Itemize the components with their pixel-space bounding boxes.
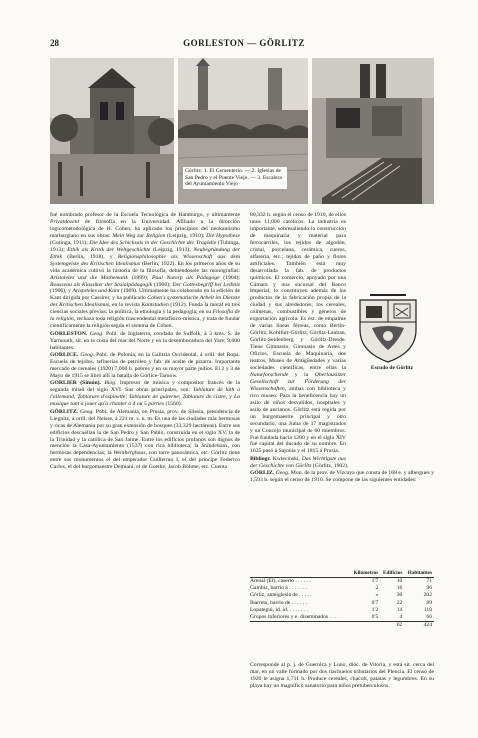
table-cell: 89 — [426, 599, 432, 606]
paragraph — [50, 352, 240, 380]
text-run: (1560). — [164, 401, 183, 408]
text-run: Cohen's systematische Arbeit im Dienste des Kritischen Idealismus — [50, 295, 240, 309]
cemetery-photo — [50, 58, 174, 204]
paragraph — [50, 380, 240, 408]
col-header: Edificios — [380, 570, 404, 578]
col-header: Habitantes — [404, 570, 434, 578]
town-hall-stairs-photo — [312, 58, 434, 204]
table-cell: 424 — [404, 622, 434, 630]
text-run: Die Hypothese — [206, 232, 241, 239]
text-run: Mein Weg zur Religion — [112, 232, 166, 239]
text-run: (Leipzig, 1910); — [165, 232, 207, 239]
text-run: (Gotinga, 1911); — [50, 239, 90, 246]
table-cell: 0'7 — [371, 599, 379, 606]
text-run: Religionsphilosophie als Wissenschaft aus dem Systemgeiste des Kritischen Idealismus — [50, 253, 240, 267]
text-run: Impresor de música y compositor francés de la segunda mitad del siglo XVI. Sus obras principales, son: — [50, 380, 240, 394]
text-run: Filosofía de la religión — [50, 309, 240, 323]
table-cell — [350, 622, 380, 630]
table-row — [250, 614, 434, 622]
table-cell: 0'5 — [371, 614, 379, 621]
paragraph — [250, 470, 434, 484]
text-run: Der Gottesbegriff bei Leibniz — [172, 281, 241, 288]
headword: GORLICE. — [50, 352, 79, 359]
table-cell: 16 — [396, 585, 403, 592]
table-cell: 22 — [396, 599, 403, 606]
headword: GÖRLITZ. — [50, 408, 78, 415]
text-run: Die Idee des Schicksals in der Geschichte der Tragödie — [89, 239, 217, 246]
table-cell — [250, 622, 350, 630]
headword: (Simón). — [80, 380, 101, 387]
text-run: Neubegründung der Ethik — [50, 246, 240, 260]
text-run: (1909). Ultimamente ha colaborado en la edición de Kant dirigida por Cassirer, y ha publicado — [50, 288, 240, 302]
text-run: , y — [225, 394, 234, 401]
text-run: ; — [125, 394, 129, 401]
text-run: Biog. — [104, 380, 117, 387]
text-run: (Leipzig, 1913); — [150, 246, 194, 253]
text-run: Geog. — [89, 330, 104, 337]
text-run: (1906); — [152, 281, 173, 288]
table-cell: 14 — [396, 606, 403, 613]
text-run: fué nombrado profesor de la Escuela Tecnológica de Hamburgo, y ultimamente — [50, 212, 240, 218]
text-run: Tablature de guiterne — [128, 394, 179, 401]
text-run: , en la revista — [109, 302, 142, 309]
table-cell: 110 — [423, 606, 432, 613]
text-run: , con torre panorámica, etc. Görlitz tiene entre sus monumentos el del emperador Guillermo I, el del príncipe Federico Carlos, el del burgomaestre Demiani, el de Goethe, Jacob Böhme, etc. Cuenta — [50, 450, 240, 471]
text-run: (1906), y — [50, 288, 73, 295]
table-cell: Arenal (El), caserío . . . . . . — [250, 578, 311, 584]
photo-panel — [50, 58, 434, 204]
text-run: y la — [288, 371, 315, 378]
text-run: Oberlausitzer Gesellschaft zur Förderung der Wissenschaften — [250, 371, 346, 392]
text-run: Geog. — [275, 470, 290, 477]
text-run: , con hermosas dependencias; la — [50, 443, 240, 457]
headword: GORLIER — [50, 380, 77, 387]
page-header — [50, 38, 438, 52]
table-cell: 62 — [380, 622, 404, 630]
table-cell: 1'7 — [371, 578, 379, 584]
text-run: ; — [178, 394, 183, 401]
table-cell: 71 — [426, 578, 432, 584]
text-run: Pobl. de Alemania, en Prusia, prov. de Silesia, presidencia de Liegnitz, á orill. del Neisse, á 221 m. s. n. m. Es una de las ciudades más hermosas y ricas de Alemania por su gran extensión de bosques (33,329 hectáreas). Entre sus edificios descuellan la de San Pedro y San Pablo, construida en el siglo XV, la de la Trinidad y la católica de San Jaime. Entre los edificios profanos son dignos de mención la Casa-Ayuntamiento (1537) con rica biblioteca; la — [50, 408, 240, 450]
arms-caption: Escudo de Görlitz — [370, 365, 414, 371]
paragraph — [250, 456, 434, 470]
text-run: (Berlín, 1918), y — [62, 253, 118, 260]
text-run: Weinberghaus — [113, 450, 146, 457]
text-run: Geog. — [80, 352, 95, 359]
table-total-row — [250, 622, 434, 630]
table-cell: » — [375, 592, 379, 599]
coat-of-arms-image — [352, 292, 424, 364]
table-cell: Grupos inferiores y e. diseminados . . . — [250, 614, 337, 621]
text-run: Kantstudien — [141, 302, 169, 309]
text-run: (Görlitz, 1902). — [311, 462, 349, 469]
table-cell: Lopategui, id. id. . . . . . . . — [250, 606, 308, 613]
table-cell: 96 — [426, 585, 432, 592]
text-run: La musique tant à jouer qu'à chanter à 4 ou 5 parties — [50, 394, 240, 408]
table-cell: Ibarreta, barrio de . . . . . . — [250, 599, 307, 606]
paragraph — [50, 212, 240, 330]
col-header — [250, 570, 350, 578]
table-row — [250, 578, 434, 586]
paragraph — [50, 331, 240, 352]
text-run: , rechaza toda religión trascendental metafísico-mística, y trata de fundar científicamente la religión según el sistema de Cohen. — [50, 316, 240, 330]
text-run: Privatdozent — [50, 218, 80, 225]
text-run: (Tubinga, 1913); — [50, 239, 241, 253]
table-cell: 1'2 — [371, 606, 379, 613]
left-column — [50, 212, 240, 472]
running-title: GORLESTON — GÖRLITZ — [183, 38, 305, 48]
text-run: Aristoteles und Kant — [72, 288, 120, 295]
table-cell: 4 — [399, 614, 403, 621]
text-run: Paul Natorp als Pädagoge — [152, 274, 220, 281]
text-run: Das Wichtigste aus der Geschichte von Görlitz — [250, 455, 346, 469]
table-cell: Górliz, anteiglesia de . . . . . — [250, 592, 312, 599]
table-cell: 2 — [375, 585, 379, 592]
text-run: Aristoteles und die Mathematik — [50, 274, 128, 281]
text-run: Tablature d'espinette — [77, 394, 126, 401]
text-run: Rousseau als Klassiker der Sozialpädagogik — [50, 281, 153, 288]
text-run: Corresponde al p. j. de Guernica y Luno, dióc. de Vitoria, y está sit. cerca del mar, en un valle formado por dos riachuelos tributarios del Plencia. El censo de 1920 le asigna 1,711 h. Produce cereales, chacolí, patatas y legumbres. En su playa hay un magnífico sanatorio para niños pretuberculosos. — [250, 662, 434, 689]
table-cell: 66 — [426, 614, 432, 621]
text-run: , — [73, 394, 78, 401]
text-run: Geog. — [80, 408, 94, 415]
text-run: Tablature de cistre — [182, 394, 226, 401]
headword: Bibliogr. — [250, 455, 271, 462]
table-row — [250, 607, 434, 614]
table-row — [250, 585, 434, 592]
table-cell: Gambiz, barrio á . . . . . . . — [250, 585, 308, 592]
headword: GÓRLIZ. — [250, 470, 275, 477]
photo-caption: Görlitz: 1. El Cementerio. — 2. Iglesias de San Pedro y el Puente Viejo. — 3. Escalera del Ayuntamiento Viejo — [183, 167, 287, 189]
text-run: de filosofía en la Universidad. Afiliado a la dirección logicometodológica de H. Cohen, ha aplicado los principios del neokantismo marburgiano en sus obras: — [50, 218, 240, 239]
text-run: (1899); — [127, 274, 153, 281]
text-run: Pobl. de Polonia, en la Galitzia Occidental, á orill. del Ropa. Escuela de tejidos, refinerías de petróleo y fab. de aceite de pizarra. Importante mercado de cereales (1920) 7,000 h. pobres y en su mayor parte judíos. El 2 y 3 de Mayo de 1915 se libró allí la batalla de Gorlice-Tarnow. — [50, 352, 241, 379]
text-run: Pobl. de Inglaterra, condado de Suffolk, á 3 kms. S. de Yarmouth, sit. en la costa del mar del Norte y en la desembocadura del Yare; 9,000 habitantes. — [50, 330, 241, 351]
col-header: Kilómetros — [350, 570, 380, 578]
paragraph — [50, 409, 240, 472]
text-run: (Berlín, 1922). En los primeros años de su vida académica cultivó la historia de la filosofía, debiéndosele las monografías: — [50, 260, 241, 274]
text-run: Tablature de lûth à l'allemand — [50, 387, 240, 401]
text-run: Mun. de la prov. de Vizcaya que consta de 168 e. y albergues y 1,593 h. según el censo de 1910. Se compone de las siguientes entidades: — [250, 470, 435, 484]
text-run: (1904); — [219, 274, 240, 281]
page-number: 28 — [50, 38, 59, 48]
text-run: Ständehaus — [201, 443, 228, 450]
table-cell: 202 — [423, 592, 432, 599]
table-cell: 10 — [396, 578, 403, 584]
headword: GORLESTON. — [50, 330, 88, 337]
paragraph — [250, 662, 434, 690]
table-cell: 30 — [396, 592, 403, 599]
text-run: 80,332 h. según el censo de 1910, de ellos unos 11,000 católicos. La industria es importante, sobresaliendo la construcción de maquinaria y material para ferrocarriles, los tejidos de algodón, cristal, porcelana, cerámica, cueros, alfarería, etc.; tejidos de paño y flores artificiales. También está muy desarrollada la fab. de productos químicos. El comercio, apoyado por una Cámara y una sucursal del Banco Imperial, lo constituyen además de los productos de la fabricación propia de la ciudad y sus alrededores, los cereales, colmenas, combustibles y géneros de exportación agrícola. Es est. de empalme de varias líneas férreas, como Berlín-Görlitz, Kohlfurt-Görlitz, Görlitz-Lauban, Görlitz-Seidenberg y Görlitz-Dresde. Tiene Gimnasio, Gimnasio de Artes y Oficios, Escuela de Maquinaria, dos teatros, Museo de Antigüedades y varias sociedades científicas, entre ellas la — [250, 212, 346, 371]
table-row — [250, 592, 434, 599]
text-run: Kwiecinski, — [270, 455, 302, 462]
entities-table — [250, 570, 434, 629]
table-row — [250, 600, 434, 607]
text-run: , ambas con biblioteca y rico museo. Para la beneficencia hay un asilo de niños desvalidos, hospitales y asilo de ancianos. Görlitz está regida por un burgomaestre principal y otro secundario, una Junta de 17 magistrados y un Concejo municipal de 60 miembros. Fué fundada hacia 1200 y en el siglo XIV fué capital del ducado de su nombre. En 1635 pasó á Sajonia y el 1815 á Prusia. — [250, 385, 346, 455]
table-header-row — [250, 570, 434, 578]
closing-paragraph — [250, 662, 434, 690]
text-run: Ethik als Kritik der Weltgeschichte — [67, 246, 151, 253]
text-run: (1912). Funda la moral en tres ciencias sociales previas: la política, la etnología y la pedagogía; en su — [50, 302, 240, 316]
text-run: Naturforschende — [250, 371, 289, 378]
